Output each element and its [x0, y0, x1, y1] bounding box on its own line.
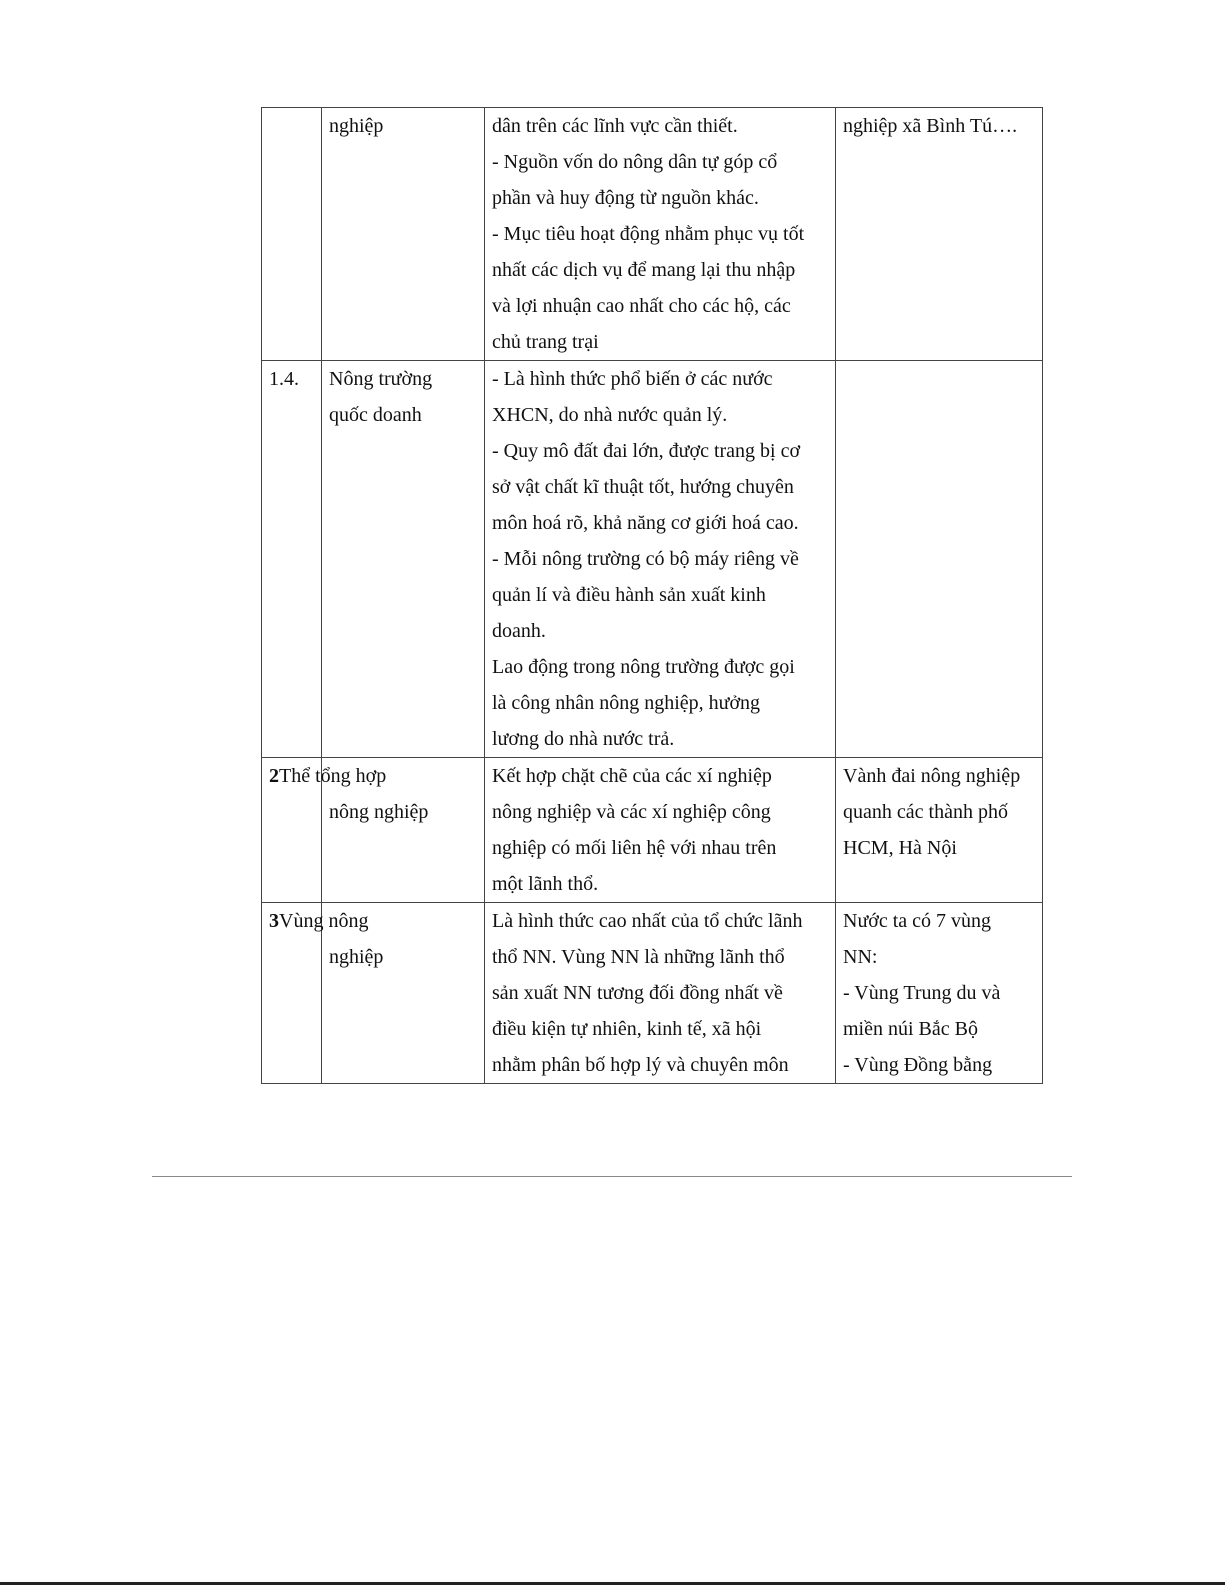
page-footer-divider: [152, 1176, 1072, 1177]
example-line: - Vùng Đồng bằng: [843, 1054, 993, 1076]
description-line: Lao động trong nông trường được gọi: [492, 656, 795, 678]
form-name-first-line: Thể tổng hợp: [279, 765, 387, 787]
description-line: - Quy mô đất đai lớn, được trang bị cơ: [492, 440, 801, 462]
description-line: Là hình thức cao nhất của tổ chức lãnh: [492, 910, 803, 932]
description-line: nhằm phân bố hợp lý và chuyên môn: [492, 1054, 789, 1076]
form-name-cell: [322, 108, 485, 361]
table-row: [262, 758, 1043, 903]
form-name-cell: [322, 361, 485, 758]
example-line: Nước ta có 7 vùng: [843, 910, 992, 932]
description-line: chủ trang trại: [492, 331, 599, 353]
description-cell: [485, 903, 836, 1084]
description-line: - Là hình thức phổ biến ở các nước: [492, 368, 773, 390]
description-line: sở vật chất kĩ thuật tốt, hướng chuyên: [492, 476, 794, 498]
example-cell: [836, 903, 1043, 1084]
description-line: sản xuất NN tương đối đồng nhất về: [492, 982, 783, 1004]
example-line: NN:: [843, 946, 878, 968]
table-row: [262, 361, 1043, 758]
description-line: thổ NN. Vùng NN là những lãnh thổ: [492, 946, 785, 968]
description-line: một lãnh thổ.: [492, 873, 599, 895]
description-line: - Mục tiêu hoạt động nhằm phục vụ tốt: [492, 223, 805, 245]
description-line: điều kiện tự nhiên, kinh tế, xã hội: [492, 1018, 762, 1040]
description-cell: [485, 361, 836, 758]
description-line: doanh.: [492, 620, 546, 642]
form-name-line: nghiệp: [329, 115, 384, 137]
row-number-cell: [262, 361, 322, 758]
description-cell: [485, 108, 836, 361]
description-line: - Nguồn vốn do nông dân tự góp cổ: [492, 151, 778, 173]
form-name-line: Nông trường: [329, 368, 433, 390]
row-label: [269, 903, 369, 939]
table-row: [262, 108, 1043, 361]
row-number: 1.4.: [269, 368, 299, 390]
example-cell: [836, 361, 1043, 758]
form-name-line: nông nghiệp: [329, 801, 429, 823]
description-line: nghiệp có mối liên hệ với nhau trên: [492, 837, 777, 859]
row-number: 3: [269, 910, 279, 932]
form-name-line: nghiệp: [329, 946, 384, 968]
example-cell: [836, 108, 1043, 361]
example-cell: [836, 758, 1043, 903]
form-name-line: quốc doanh: [329, 404, 422, 426]
description-line: nhất các dịch vụ để mang lại thu nhập: [492, 259, 796, 281]
example-line: HCM, Hà Nội: [843, 837, 957, 859]
description-cell: [485, 758, 836, 903]
example-line: nghiệp xã Bình Tú….: [843, 115, 1018, 137]
description-line: quản lí và điều hành sản xuất kinh: [492, 584, 766, 606]
description-line: lương do nhà nước trả.: [492, 728, 675, 750]
table-row: [262, 903, 1043, 1084]
description-line: - Mỗi nông trường có bộ máy riêng về: [492, 548, 799, 570]
form-name-first-line: Vùng nông: [279, 910, 369, 932]
row-number: 2: [269, 765, 279, 787]
row-label: [269, 758, 387, 794]
agriculture-organization-table: [261, 107, 1043, 1084]
example-line: quanh các thành phố: [843, 801, 1008, 823]
row-number-cell: [262, 108, 322, 361]
example-line: miền núi Bắc Bộ: [843, 1018, 978, 1040]
description-line: và lợi nhuận cao nhất cho các hộ, các: [492, 295, 791, 317]
description-line: là công nhân nông nghiệp, hưởng: [492, 692, 761, 714]
description-line: Kết hợp chặt chẽ của các xí nghiệp: [492, 765, 772, 787]
example-line: - Vùng Trung du và: [843, 982, 1001, 1004]
description-line: XHCN, do nhà nước quản lý.: [492, 404, 728, 426]
example-line: Vành đai nông nghiệp: [843, 765, 1021, 787]
description-line: dân trên các lĩnh vực cần thiết.: [492, 115, 738, 137]
description-line: nông nghiệp và các xí nghiệp công: [492, 801, 771, 823]
description-line: môn hoá rõ, khả năng cơ giới hoá cao.: [492, 512, 799, 534]
description-line: phần và huy động từ nguồn khác.: [492, 187, 759, 209]
